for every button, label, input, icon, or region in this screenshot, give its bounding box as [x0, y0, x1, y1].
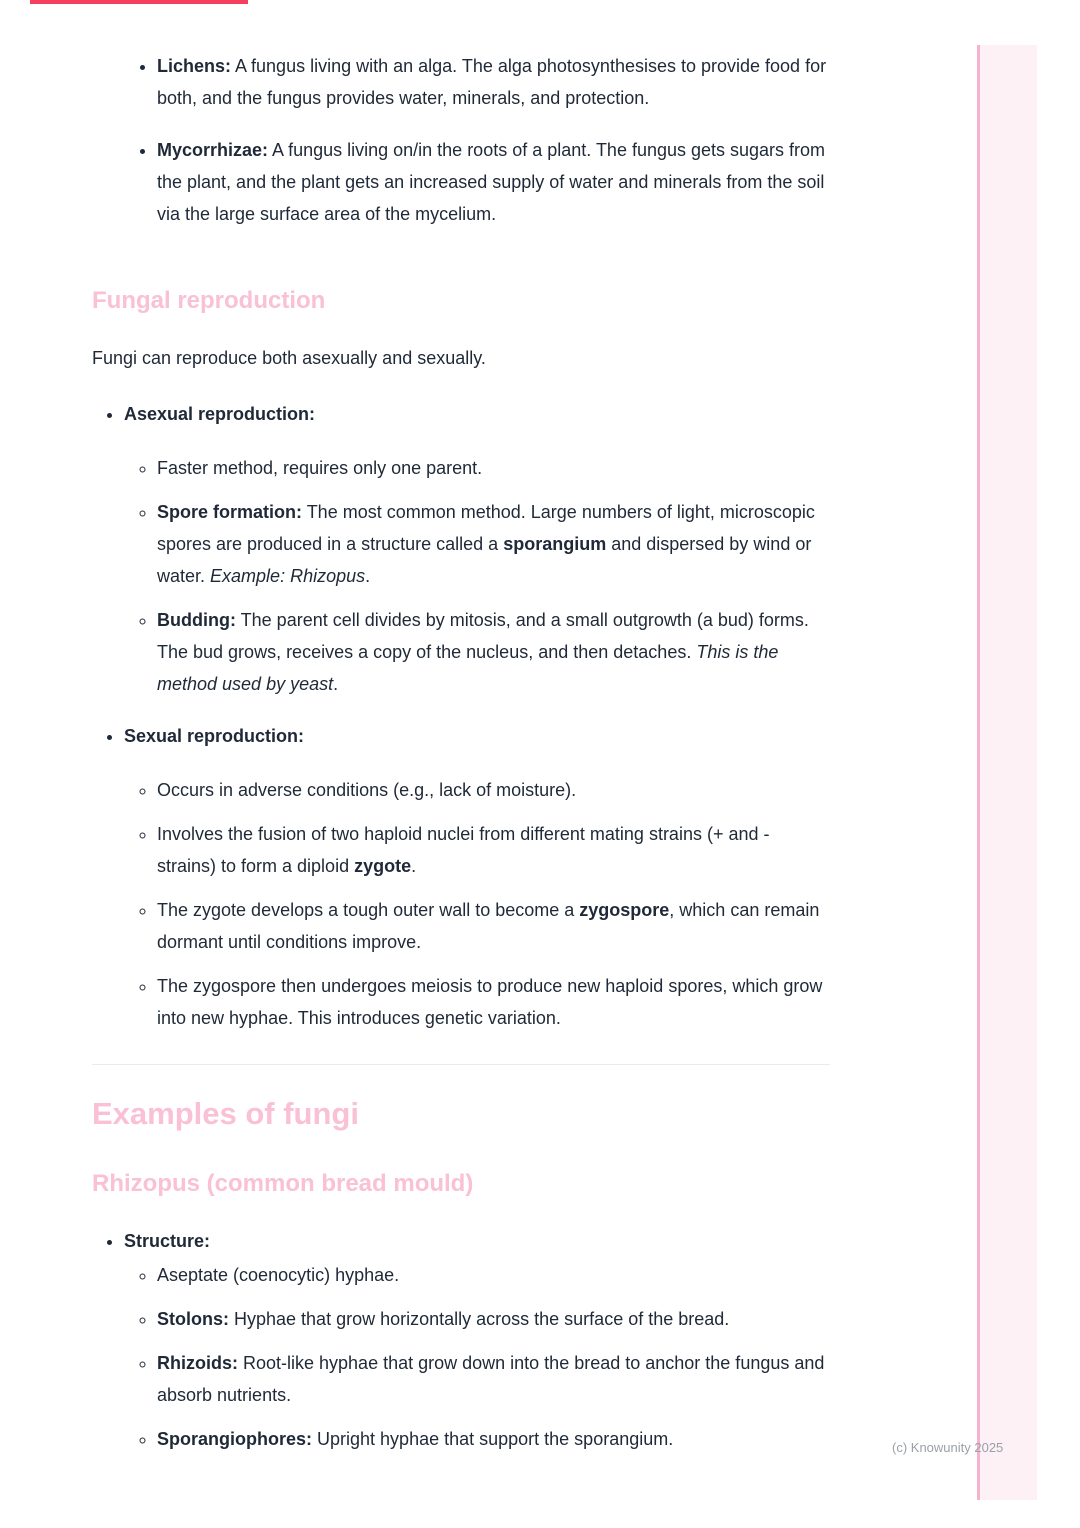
text-segment: Structure:: [124, 1231, 211, 1251]
text-segment: Sporangiophores:: [157, 1429, 313, 1449]
section-divider: [92, 1064, 830, 1065]
text-segment: Hyphae that grow horizontally across the surface of the bread.: [229, 1309, 730, 1329]
list-item: [157, 50, 830, 114]
watermark-text: (c) Knowunity 2025: [892, 1440, 1004, 1455]
list-item: [157, 774, 830, 806]
bullet-list: [124, 1259, 830, 1455]
list-item: [124, 398, 830, 700]
text-segment: Lichens:: [157, 56, 232, 76]
list-item-text: [124, 726, 304, 746]
text-segment: sporangium: [503, 534, 607, 554]
text-segment: , which can remain dormant until conditions improve.: [157, 900, 820, 952]
text-segment: Aseptate (coenocytic) hyphae.: [157, 1265, 400, 1285]
list-item: [157, 970, 830, 1034]
text-segment: The zygote develops a tough outer wall to become a: [157, 900, 580, 920]
list-item-text: [157, 1265, 399, 1285]
heading-rhizopus-common-bread-mould: Rhizopus (common bread mould): [92, 1170, 474, 1197]
list-item-text: [157, 610, 809, 694]
text-segment: Faster method, requires only one parent.: [157, 458, 483, 478]
list-item: [124, 1225, 830, 1455]
list-item-text: [157, 1353, 824, 1405]
text-segment: Budding:: [157, 610, 236, 630]
page-edge-decoration: [977, 45, 1037, 1500]
list-item: [157, 452, 830, 484]
text-segment: .: [333, 674, 339, 694]
list-item-text: [157, 1429, 673, 1449]
text-segment: This is the method used by yeast: [157, 642, 779, 694]
text-segment: Mycorrhizae:: [157, 140, 269, 160]
heading-fungal-reproduction: Fungal reproduction: [92, 287, 326, 314]
bullet-list: [124, 774, 830, 1034]
top-accent-bar: [30, 0, 248, 4]
bullet-list: [92, 1225, 830, 1455]
text-segment: zygote: [354, 856, 412, 876]
list-item: [157, 496, 830, 592]
text-segment: zygospore: [579, 900, 670, 920]
bullet-list: [92, 398, 830, 1034]
text-segment: Occurs in adverse conditions (e.g., lack of moisture).: [157, 780, 577, 800]
text-segment: Rhizoids:: [157, 1353, 238, 1373]
text-segment: A fungus living on/in the roots of a plant. The fungus gets sugars from the plant, and the plant gets an increased supply of water and minerals from the soil via the large surface area of the mycelium.: [157, 140, 826, 224]
text-segment: Asexual reproduction:: [124, 404, 316, 424]
text-segment: Stolons:: [157, 1309, 229, 1329]
text-segment: The zygospore then undergoes meiosis to produce new haploid spores, which grow into new hyphae. This introduces genetic variation.: [157, 976, 823, 1028]
list-item-text: [157, 502, 815, 586]
list-item: [157, 1423, 830, 1455]
document-content: [92, 50, 830, 1455]
bullet-list: [124, 452, 830, 700]
text-segment: and dispersed by wind or water.: [157, 534, 812, 586]
text-segment: The most common method. Large numbers of light, microscopic spores are produced in a structure called a: [157, 502, 815, 554]
text-segment: A fungus living with an alga. The alga photosynthesises to provide food for both, and the fungus provides water, minerals, and protection.: [157, 56, 827, 108]
text-segment: Example: Rhizopus: [210, 566, 366, 586]
list-item-text: [157, 780, 576, 800]
heading-examples-of-fungi: Examples of fungi: [92, 1096, 359, 1131]
text-segment: .: [365, 566, 371, 586]
list-item-text: [124, 1231, 210, 1251]
list-item: [157, 134, 830, 230]
text-segment: Root-like hyphae that grow down into the bread to anchor the fungus and absorb nutrients.: [157, 1353, 825, 1405]
list-item-text: [157, 140, 825, 224]
list-item-text: [157, 976, 822, 1028]
text-segment: Fungi can reproduce both asexually and sexually.: [92, 348, 486, 368]
list-item: [157, 894, 830, 958]
paragraph: [92, 342, 830, 374]
list-item-text: [157, 900, 819, 952]
list-item-text: [124, 404, 315, 424]
list-item: [157, 1259, 830, 1291]
list-item: [124, 720, 830, 1034]
text-segment: Upright hyphae that support the sporangium.: [312, 1429, 674, 1449]
list-item: [157, 818, 830, 882]
list-item-text: [157, 824, 770, 876]
list-item-text: [157, 1309, 729, 1329]
list-item: [157, 1303, 830, 1335]
text-segment: Sexual reproduction:: [124, 726, 305, 746]
text-segment: Spore formation:: [157, 502, 303, 522]
list-item: [157, 1347, 830, 1411]
list-item-text: [157, 458, 482, 478]
bullet-list: [92, 50, 830, 230]
text-segment: .: [411, 856, 417, 876]
text-segment: The parent cell divides by mitosis, and a small outgrowth (a bud) forms. The bud grows, receives a copy of the nucleus, and then detaches.: [157, 610, 809, 662]
list-item: [157, 604, 830, 700]
list-item-text: [157, 56, 826, 108]
text-segment: Involves the fusion of two haploid nuclei from different mating strains (+ and - strains) to form a diploid: [157, 824, 770, 876]
